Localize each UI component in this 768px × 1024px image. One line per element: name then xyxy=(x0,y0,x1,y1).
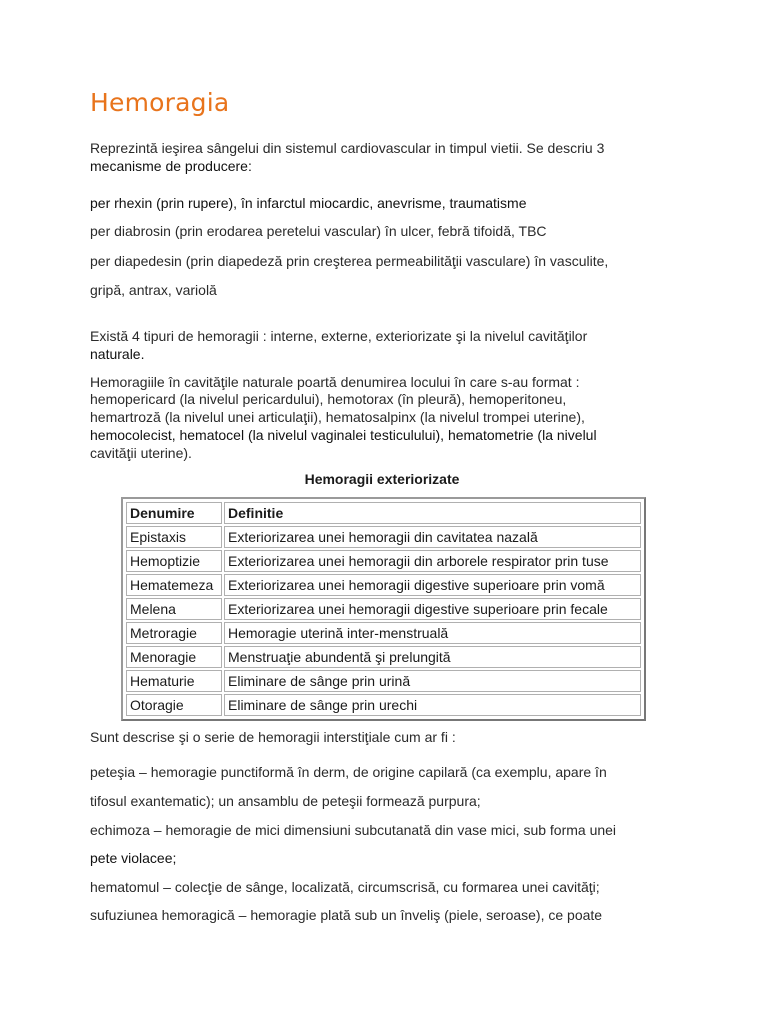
row-definition: Eliminare de sânge prin urină xyxy=(224,670,641,692)
row-definition: Menstruaţie abundentă şi prelungită xyxy=(224,646,641,668)
cavities-line-4: hemocolecist, hematocel (la nivelul vaginalei testiculului), hematometrie (la nivelul xyxy=(90,427,597,443)
interstitial-line-2: tifosul exantematic); un ansamblu de peteşii formează purpura; xyxy=(90,793,481,809)
cavities-line-5: cavităţii uterine). xyxy=(90,445,192,461)
cavities-line-1: Hemoragiile în cavităţile naturale poartă denumirea locului în care s-au format : xyxy=(90,374,580,390)
row-definition: Hemoragie uterină inter-menstruală xyxy=(224,622,641,644)
interstitial-line-5: hematomul – colecţie de sânge, localizată, circumscrisă, cu formarea unei cavităţi; xyxy=(90,879,600,895)
types-line-2: naturale. xyxy=(90,346,145,362)
mechanism-3-cont: gripă, antrax, variolă xyxy=(90,282,217,298)
cavities-line-2: hemopericard (la nivelul pericardului), hemotorax (în pleură), hemoperitoneu, xyxy=(90,391,567,407)
table-header-row xyxy=(126,502,641,524)
row-term: Melena xyxy=(126,598,222,620)
row-term: Hemoptizie xyxy=(126,550,222,572)
table-row xyxy=(126,670,641,692)
table-row xyxy=(126,550,641,572)
table-row xyxy=(126,526,641,548)
hemorrhage-table xyxy=(121,497,646,721)
intro-line-2: mecanisme de producere: xyxy=(90,158,252,174)
row-term: Menoragie xyxy=(126,646,222,668)
interstitial-line-4: pete violacee; xyxy=(90,850,177,866)
row-term: Hematemeza xyxy=(126,574,222,596)
table-row xyxy=(126,622,641,644)
mechanism-2: per diabrosin (prin erodarea peretelui vascular) în ulcer, febră tifoidă, TBC xyxy=(90,223,547,239)
header-definitie: Definitie xyxy=(224,502,641,524)
row-definition: Exteriorizarea unei hemoragii digestive superioare prin fecale xyxy=(224,598,641,620)
row-definition: Exteriorizarea unei hemoragii din arborele respirator prin tuse xyxy=(224,550,641,572)
types-line-1: Există 4 tipuri de hemoragii : interne, externe, exteriorizate şi la nivelul cavităţilor xyxy=(90,328,588,344)
table-row xyxy=(126,598,641,620)
page-title: Hemoragia xyxy=(90,88,230,117)
row-term: Metroragie xyxy=(126,622,222,644)
cavities-line-3: hemartroză (la nivelul unei articulaţii), hematosalpinx (la nivelul trompei uterine), xyxy=(90,409,585,425)
row-definition: Exteriorizarea unei hemoragii digestive superioare prin vomă xyxy=(224,574,641,596)
table-row xyxy=(126,574,641,596)
interstitial-intro: Sunt descrise şi o serie de hemoragii interstiţiale cum ar fi : xyxy=(90,729,456,745)
intro-line-1: Reprezintă ieşirea sângelui din sistemul cardiovascular in timpul vietii. Se descriu 3 xyxy=(90,140,605,156)
row-definition: Eliminare de sânge prin urechi xyxy=(224,694,641,716)
interstitial-line-6: sufuziunea hemoragică – hemoragie plată sub un înveliş (piele, seroase), ce poate xyxy=(90,907,603,923)
table-row xyxy=(126,646,641,668)
row-term: Hematurie xyxy=(126,670,222,692)
header-denumire: Denumire xyxy=(126,502,222,524)
mechanism-1: per rhexin (prin rupere), în infarctul miocardic, anevrisme, traumatisme xyxy=(90,195,527,211)
row-definition: Exteriorizarea unei hemoragii din cavitatea nazală xyxy=(224,526,641,548)
mechanism-3: per diapedesin (prin diapedeză prin creşterea permeabilităţii vasculare) în vasculite, xyxy=(90,253,609,269)
interstitial-line-3: echimoza – hemoragie de mici dimensiuni subcutanată din vase mici, sub forma unei xyxy=(90,822,617,838)
interstitial-line-1: peteşia – hemoragie punctiformă în derm, de origine capilară (ca exemplu, apare în xyxy=(90,764,607,780)
row-term: Otoragie xyxy=(126,694,222,716)
table-row xyxy=(126,694,641,716)
table-caption: Hemoragii exteriorizate xyxy=(304,471,460,487)
row-term: Epistaxis xyxy=(126,526,222,548)
